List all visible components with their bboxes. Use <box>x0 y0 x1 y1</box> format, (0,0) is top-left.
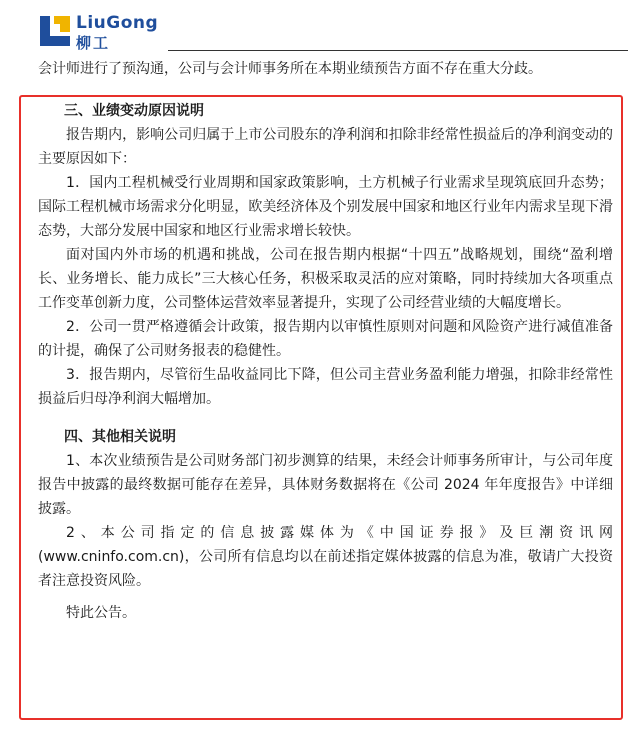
section-3-item-1: 1．国内工程机械受行业周期和国家政策影响，土方机械子行业需求呈现筑底回升态势；国际工程机械市场需求分化明显，欧美经济体及个别发展中国家和地区行业年内需求呈现下滑态势，大部分发展中国家和地区行业需求增长较快。 <box>38 175 613 239</box>
section-3-item-3: 3．报告期内，尽管衍生品收益同比下降，但公司主营业务盈利能力增强，扣除非经常性损益后归母净利润大幅增加。 <box>38 367 613 407</box>
section-4-item-2: 2、本公司指定的信息披露媒体为《中国证券报》及巨潮资讯网(www.cninfo.com.cn)，公司所有信息均以在前述指定媒体披露的信息为准，敬请广大投资者注意投资风险。 <box>38 525 613 589</box>
closing-statement: 特此公告。 <box>66 605 136 621</box>
liugong-logo <box>38 14 168 54</box>
section-gap <box>38 411 613 425</box>
header-divider <box>168 50 628 51</box>
section-4-title: 四、其他相关说明 <box>64 429 176 445</box>
section-3-title: 三、业绩变动原因说明 <box>64 103 204 119</box>
page-header <box>38 10 598 54</box>
section-3-item-1-continued: 面对国内外市场的机遇和挑战，公司在报告期内根据“十四五”战略规划，围绕“盈利增长、业务增长、能力成长”三大核心任务，积极采取灵活的应对策略，同时持续加大各项重点工作变革创新力度，公司整体运营效率显著提升，实现了公司经营业绩的大幅度增长。 <box>38 247 613 311</box>
section-4-item-1: 1、本次业绩预告是公司财务部门初步测算的结果，未经会计师事务所审计，与公司年度报告中披露的最终数据可能存在差异，具体财务数据将在《公司 2024 年年度报告》中详细披露。 <box>38 453 613 517</box>
logo-text-en: LiuGong <box>76 13 159 33</box>
liugong-logo-mark-icon <box>38 14 72 48</box>
document-body <box>38 99 613 625</box>
section-3-paragraph: 报告期内，影响公司归属于上市公司股东的净利润和扣除非经常性损益后的净利润变动的主要原因如下： <box>38 127 613 167</box>
logo-text-cn: 柳工 <box>76 34 111 52</box>
intro-line: 会计师进行了预沟通，公司与会计师事务所在本期业绩预告方面不存在重大分歧。 <box>38 61 542 77</box>
section-3-item-2: 2．公司一贯严格遵循会计政策，报告期内以审慎性原则对问题和风险资产进行减值准备的计提，确保了公司财务报表的稳健性。 <box>38 319 613 359</box>
